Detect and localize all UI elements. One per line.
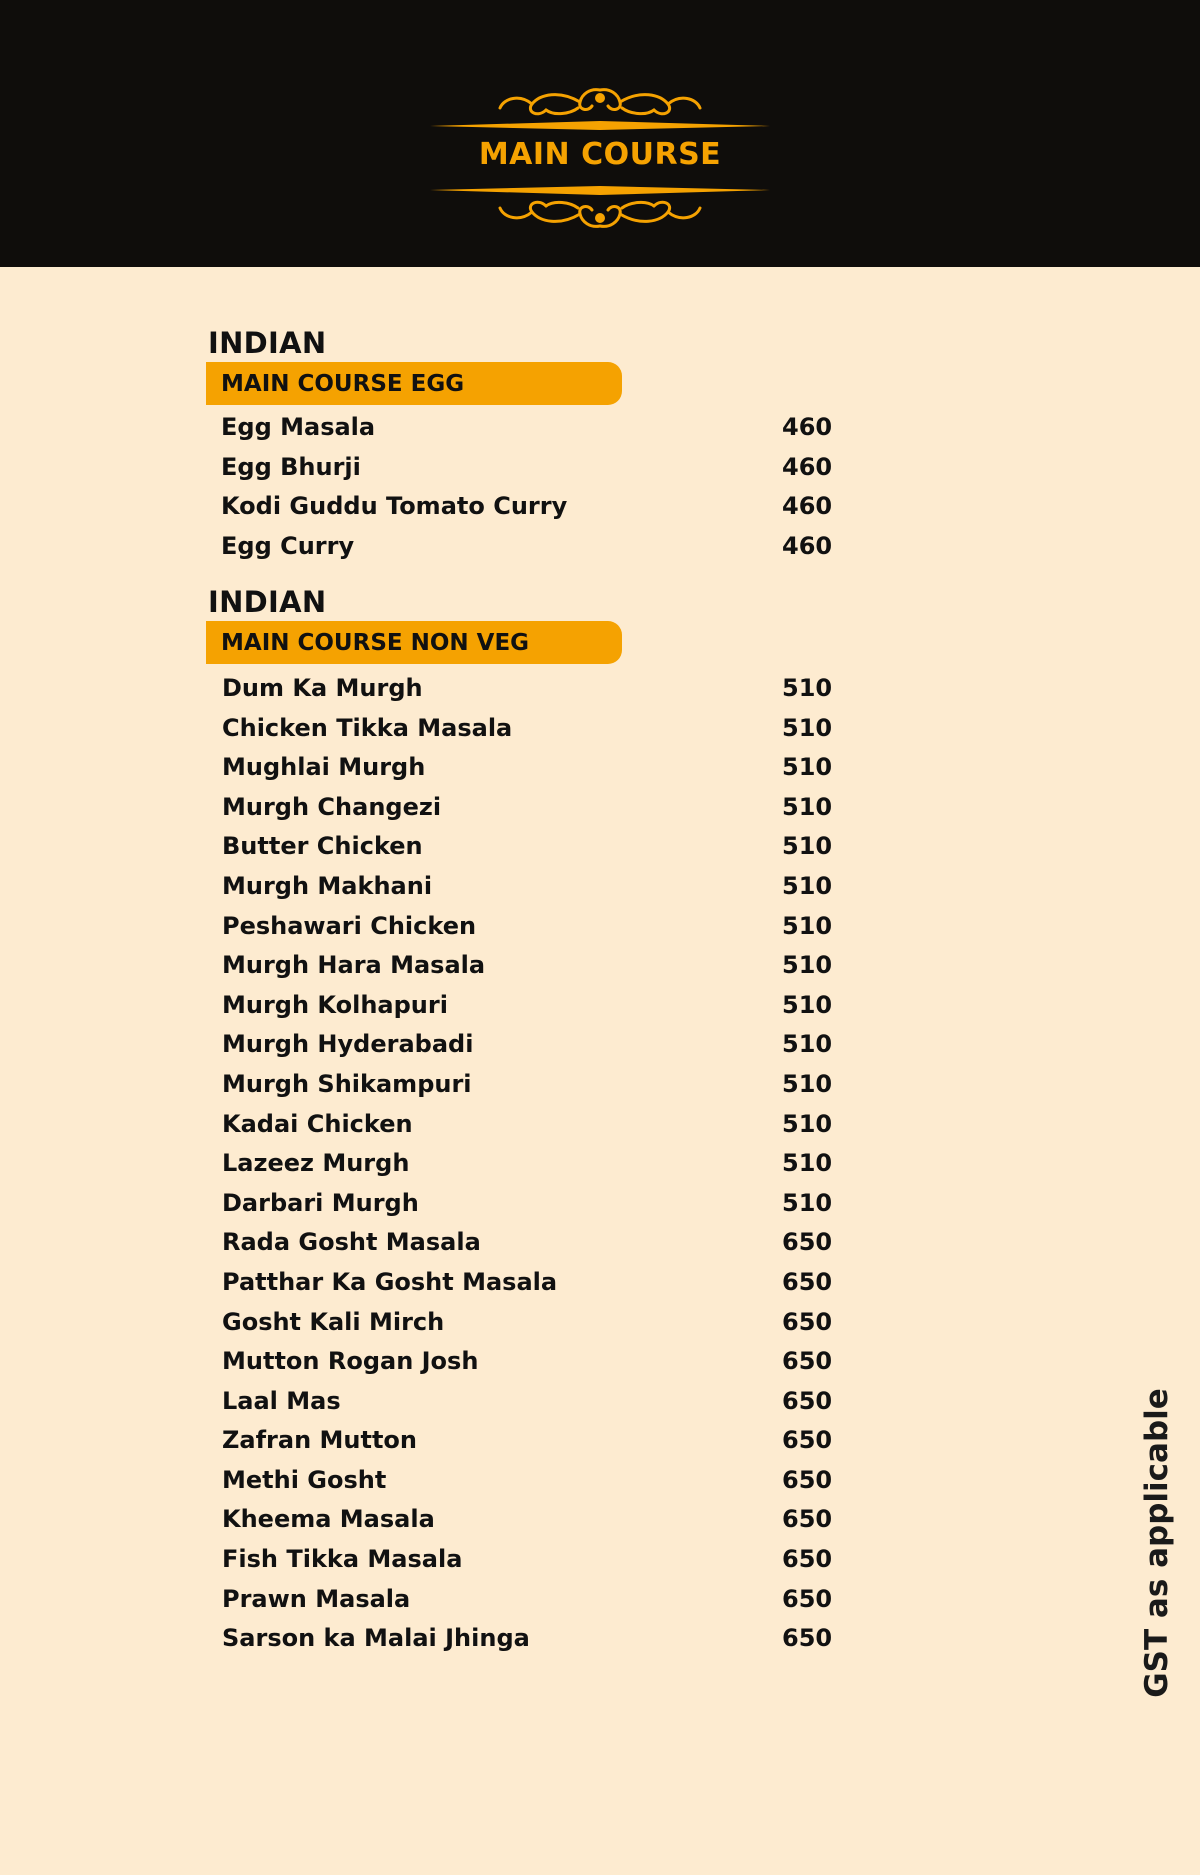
item-price: 650 — [782, 1624, 833, 1653]
item-price: 650 — [782, 1386, 833, 1415]
item-price: 650 — [782, 1307, 833, 1336]
menu-item — [206, 827, 846, 867]
item-name: Murgh Changezi — [222, 792, 442, 821]
item-name: Kheema Masala — [222, 1505, 435, 1534]
item-name: Chicken Tikka Masala — [222, 713, 513, 742]
menu-item — [206, 1065, 846, 1105]
menu-item — [206, 788, 846, 828]
page-title: MAIN COURSE — [478, 137, 722, 172]
menu-item-list — [206, 408, 846, 566]
menu-item — [206, 709, 846, 749]
item-name: Murgh Hyderabadi — [222, 1030, 474, 1059]
item-price: 460 — [782, 531, 833, 560]
menu-section-egg — [206, 326, 846, 566]
item-name: Patthar Ka Gosht Masala — [222, 1267, 558, 1296]
menu-item — [206, 669, 846, 709]
item-name: Laal Mas — [222, 1386, 341, 1415]
menu-item — [206, 1461, 846, 1501]
menu-item — [206, 1619, 846, 1659]
item-name: Fish Tikka Masala — [222, 1545, 463, 1574]
item-price: 510 — [782, 713, 833, 742]
item-name: Mutton Rogan Josh — [222, 1347, 479, 1376]
item-name: Murgh Makhani — [222, 871, 433, 900]
item-price: 510 — [782, 1069, 833, 1098]
item-name: Kadai Chicken — [222, 1109, 413, 1138]
menu-item — [206, 1540, 846, 1580]
item-name: Dum Ka Murgh — [222, 674, 423, 702]
ornamental-emblem — [430, 82, 770, 234]
item-name: Rada Gosht Masala — [222, 1228, 481, 1257]
menu-item — [206, 527, 846, 567]
menu-item — [206, 1144, 846, 1184]
menu-item — [206, 867, 846, 907]
item-price: 510 — [782, 1030, 833, 1059]
menu-item — [206, 748, 846, 788]
item-price: 510 — [782, 753, 833, 782]
item-price: 650 — [782, 1505, 833, 1534]
item-price: 650 — [782, 1426, 833, 1455]
item-price: 510 — [782, 990, 833, 1019]
item-price: 510 — [782, 1149, 833, 1178]
gst-note — [1137, 1387, 1177, 1698]
item-name: Methi Gosht — [222, 1465, 387, 1494]
menu-item — [206, 1500, 846, 1540]
menu-item — [206, 408, 846, 448]
item-price: 650 — [782, 1465, 833, 1494]
menu-item — [206, 1184, 846, 1224]
menu-item — [206, 1303, 846, 1343]
menu-item — [206, 1263, 846, 1303]
item-price: 650 — [782, 1267, 833, 1296]
item-price: 650 — [782, 1228, 833, 1257]
item-price: 460 — [782, 413, 833, 441]
menu-item — [206, 1580, 846, 1620]
item-name: Mughlai Murgh — [222, 753, 426, 782]
item-price: 510 — [782, 911, 833, 940]
item-name: Murgh Shikampuri — [222, 1069, 472, 1098]
item-price: 510 — [782, 832, 833, 861]
item-name: Prawn Masala — [222, 1584, 411, 1613]
item-price: 460 — [782, 452, 833, 481]
menu-item — [206, 1382, 846, 1422]
menu-section-non-veg — [206, 585, 846, 1659]
category-heading: MAIN COURSE EGG — [206, 362, 622, 405]
item-name: Kodi Guddu Tomato Curry — [221, 492, 568, 521]
item-name: Gosht Kali Mirch — [222, 1307, 445, 1336]
item-name: Peshawari Chicken — [222, 911, 477, 940]
header-banner — [0, 0, 1200, 267]
item-price: 650 — [782, 1347, 833, 1376]
item-price: 650 — [782, 1545, 833, 1574]
menu-item — [206, 907, 846, 947]
item-name: Darbari Murgh — [222, 1188, 419, 1217]
item-name: Lazeez Murgh — [222, 1149, 410, 1178]
item-price: 510 — [782, 951, 833, 980]
item-name: Egg Curry — [221, 531, 355, 560]
menu-item — [206, 487, 846, 527]
menu-item — [206, 1223, 846, 1263]
item-price: 510 — [782, 792, 833, 821]
item-name: Murgh Kolhapuri — [222, 990, 448, 1019]
item-price: 510 — [782, 1188, 833, 1217]
menu-item — [206, 1421, 846, 1461]
menu-item — [206, 1342, 846, 1382]
item-price: 460 — [782, 492, 833, 521]
menu-item — [206, 1105, 846, 1145]
item-name: Zafran Mutton — [222, 1426, 417, 1455]
item-name: Murgh Hara Masala — [222, 951, 486, 980]
category-heading: MAIN COURSE NON VEG — [206, 621, 622, 664]
item-price: 650 — [782, 1584, 833, 1613]
menu-item — [206, 448, 846, 488]
item-price: 510 — [782, 871, 833, 900]
item-name: Egg Bhurji — [221, 452, 361, 481]
menu-item — [206, 986, 846, 1026]
item-price: 510 — [782, 674, 833, 702]
menu-item-list — [206, 669, 846, 1659]
item-price: 510 — [782, 1109, 833, 1138]
menu-item — [206, 946, 846, 986]
menu-item — [206, 1025, 846, 1065]
cuisine-heading: INDIAN — [208, 585, 327, 619]
item-name: Sarson ka Malai Jhinga — [222, 1624, 530, 1653]
cuisine-heading: INDIAN — [208, 326, 327, 360]
gst-note-text: GST as applicable — [1139, 1387, 1175, 1698]
item-name: Butter Chicken — [222, 832, 423, 861]
item-name: Egg Masala — [221, 413, 376, 441]
